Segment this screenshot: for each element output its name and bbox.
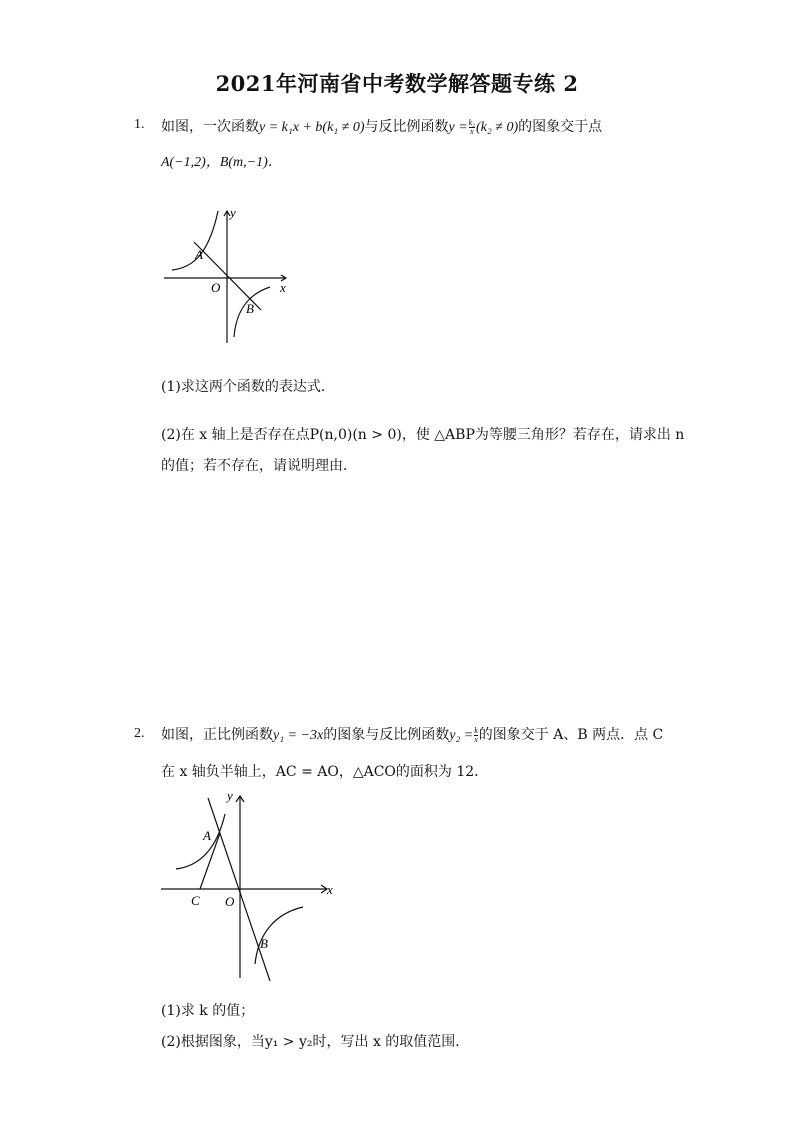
q1-label-a: A [195,247,203,262]
q1-frac-den: x [470,126,474,136]
q1-frac-num: k₂ [468,117,476,127]
q1-text-a: 如图，一次函数 [161,119,259,135]
question-2-part-2: (2)根据图象，当y₁ > y₂时，写出 x 的取值范围． [161,1034,470,1050]
question-1-number: 1. [134,117,145,132]
question-1-line-2: A(−1,2)，B(m,−1)． [161,155,282,170]
question-2-part-1: (1)求 k 的值； [161,1003,255,1019]
q1-label-x: x [280,280,286,295]
q2-label-a: A [203,828,211,843]
q2-label-y: y [227,788,233,803]
q2-eq1: y₁ = −3x [273,728,324,743]
question-2-figure [155,786,340,981]
q2-label-o: O [225,894,235,909]
question-1-part-2-line-2: 的值；若不存在，请说明理由． [161,458,357,474]
q2-hyperbola-left [176,814,225,869]
q1-text-b: 与反比例函数 [364,119,449,135]
q2-label-b: B [260,936,268,951]
q2-label-c: C [191,893,200,908]
q2-text-b: 的图象与反比例函数 [323,727,450,743]
page-title: 2021年河南省中考数学解答题专练 2 [215,71,579,96]
question-2-line-2: 在 x 轴负半轴上，AC = AO，△ACO的面积为 12． [161,764,489,780]
q1-label-o: O [211,280,221,295]
q1-label-y: y [230,205,236,220]
q1-eq2-lhs: y = [448,120,468,135]
question-1-part-2-line-1: (2)在 x 轴上是否存在点P(n,0)(n > 0)，使 △ABP为等腰三角形？若存在，请求出 n [161,427,685,443]
question-1-part-1: (1)求这两个函数的表达式． [161,379,335,395]
q2-text-a: 如图，正比例函数 [161,727,273,743]
question-1-line-1 [161,116,602,136]
q1-fraction [469,119,475,136]
q1-label-b: B [246,301,254,316]
question-2-line-1 [161,724,663,744]
q2-label-x: x [327,882,333,897]
question-2-number: 2. [134,726,145,741]
q1-text-c: 的图象交于点 [518,119,603,135]
q2-eq2-lhs: y₂ = [449,728,474,743]
q2-text-c: 的图象交于 A、B 两点．点 C [478,727,664,743]
q2-fraction [474,727,478,744]
q1-eq1: y = k₁x + b(k₁ ≠ 0) [259,120,365,135]
q1-eq2-rhs: (k₂ ≠ 0) [476,120,519,135]
q2-frac-den: x [474,734,478,744]
q2-frac-num: k [474,725,478,735]
question-1-figure [160,203,295,348]
